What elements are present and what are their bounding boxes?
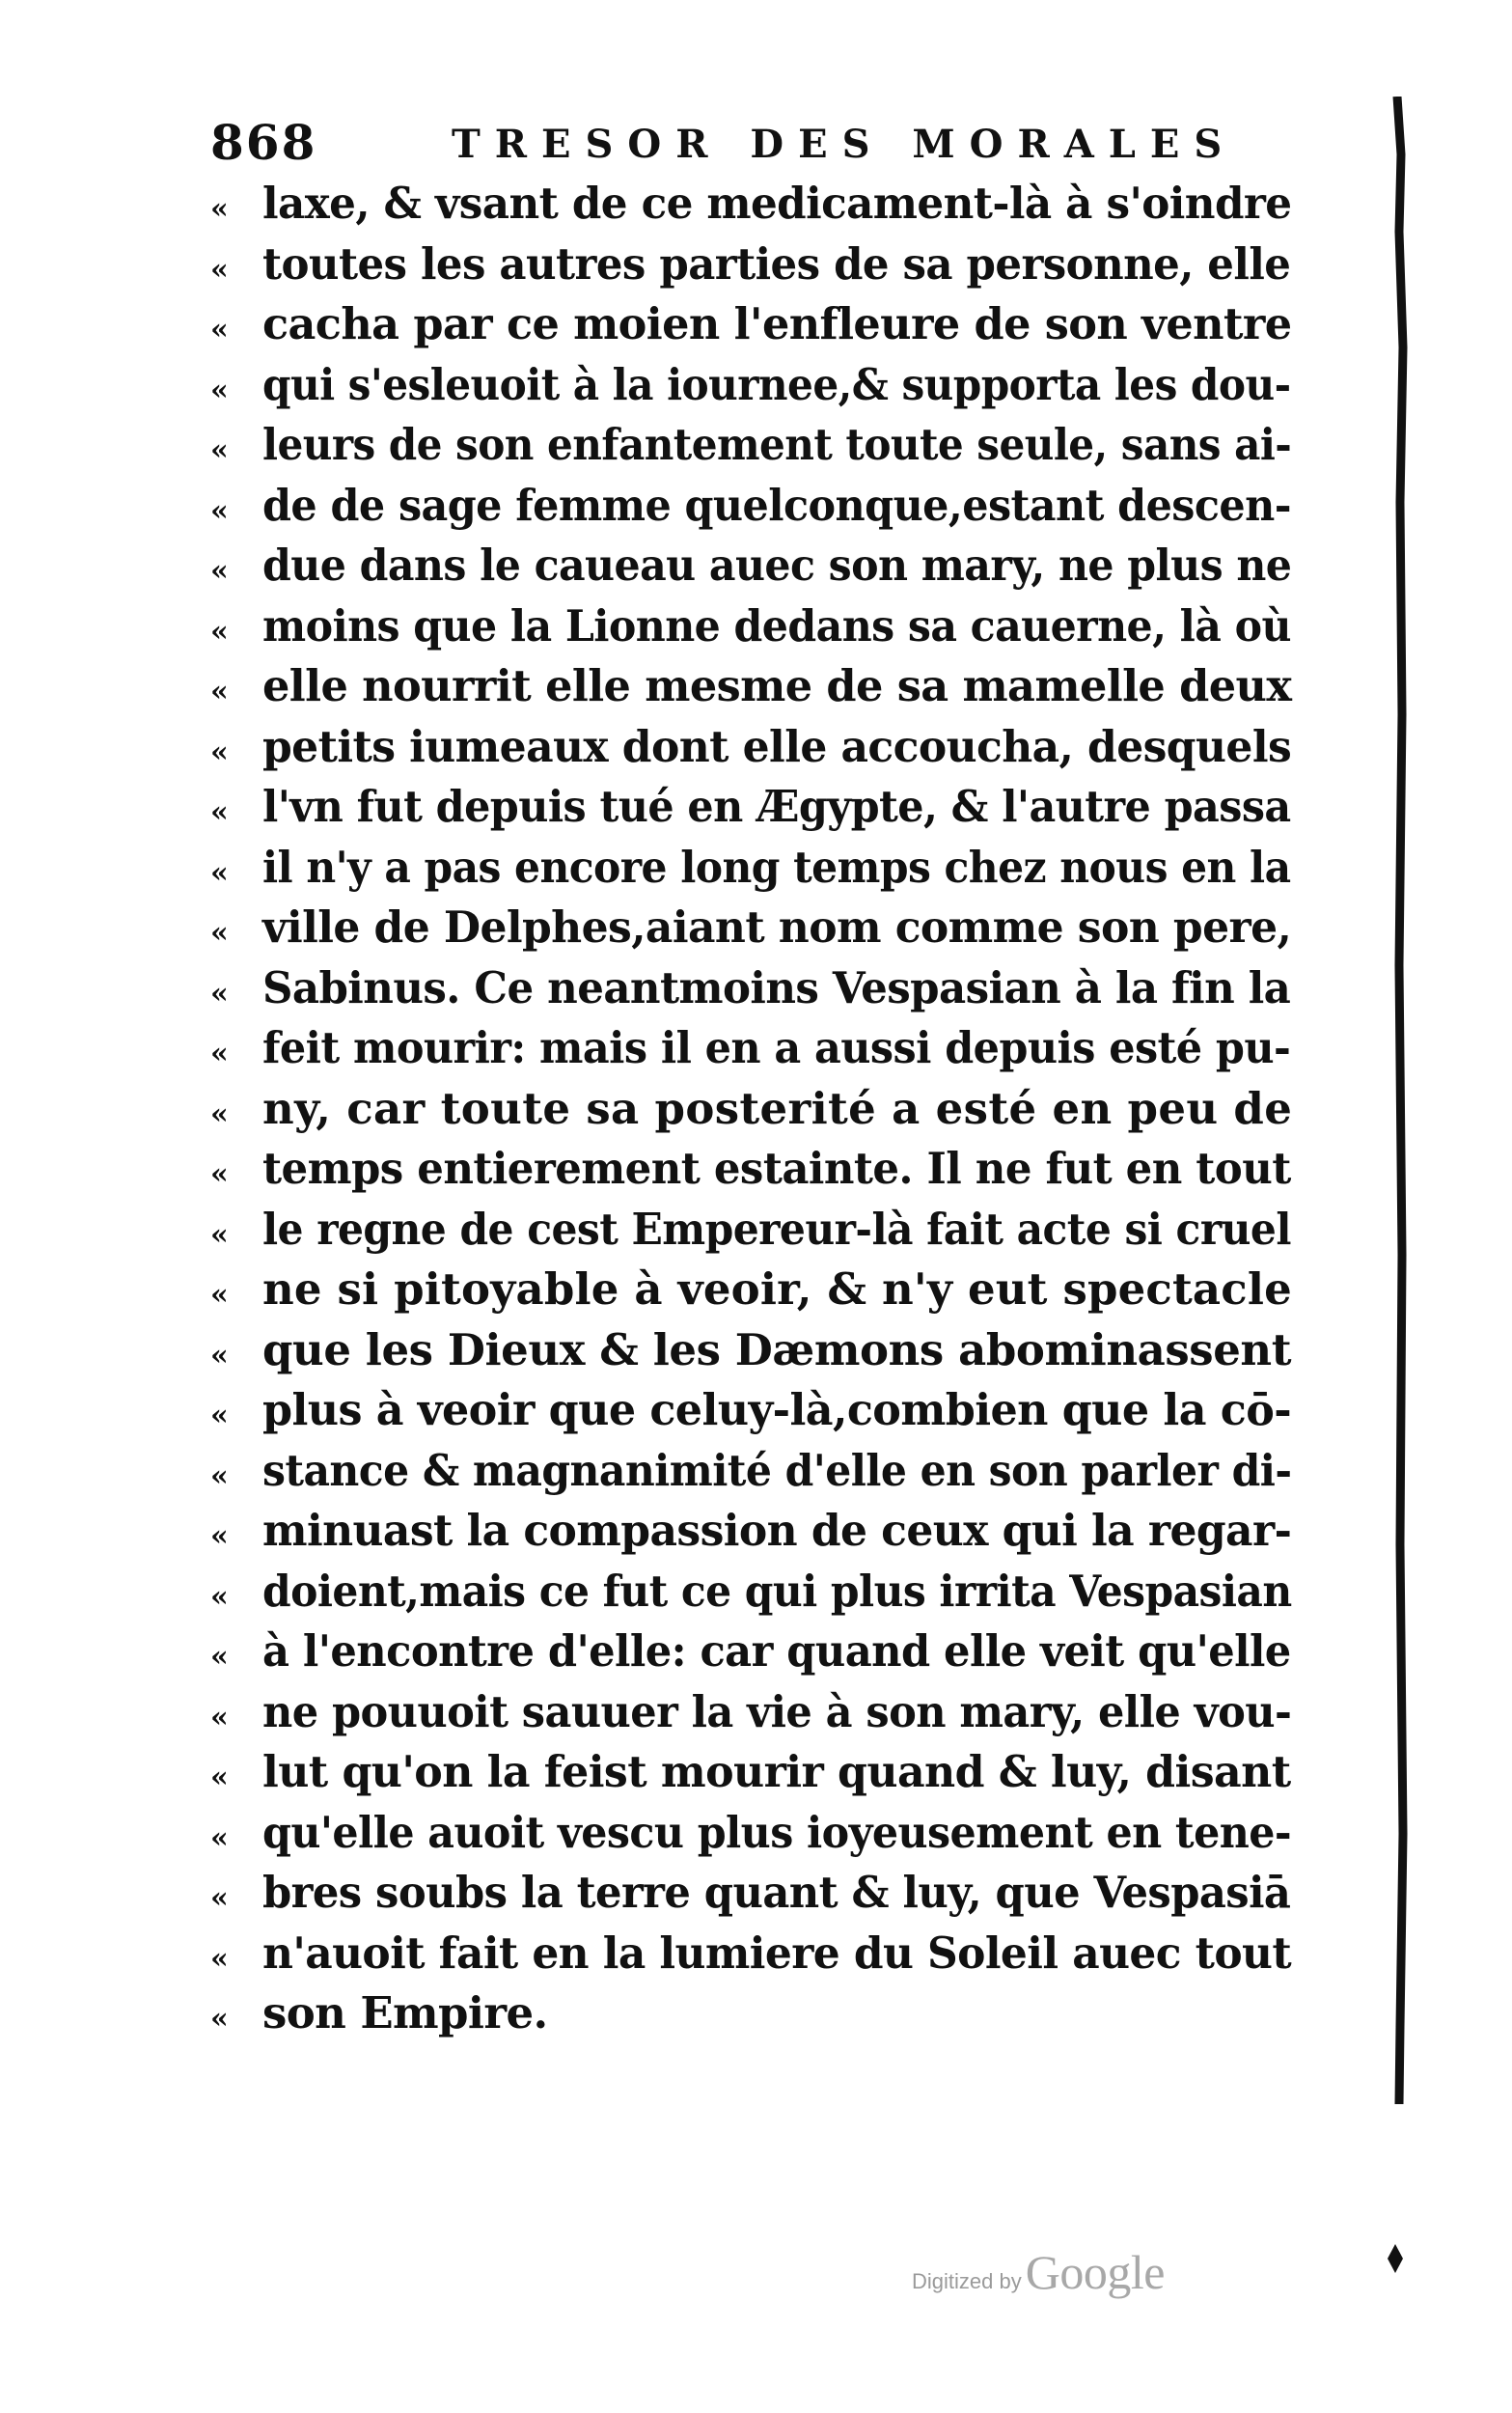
line-text: moins que la Lionne dedans sa cauerne, là où [262, 599, 1291, 652]
quotation-marker: « [210, 373, 229, 407]
text-line [210, 1380, 1291, 1441]
line-text: due dans le caueau auec son mary, ne plus ne [262, 540, 1292, 591]
line-text: que les Dieux & les Dæmons abominassent [262, 1323, 1292, 1375]
line-text: minuast la compassion de ceux qui la regar- [262, 1505, 1292, 1556]
line-text: toutes les autres parties de sa personne, elle [262, 237, 1291, 290]
line-text: il n'y a pas encore long temps chez nous en la [262, 841, 1291, 893]
line-text: leurs de son enfantement toute seule, sans ai- [262, 419, 1292, 470]
text-line [210, 536, 1291, 596]
quotation-marker: « [210, 1399, 229, 1432]
quotation-marker: « [210, 1941, 229, 1976]
quotation-marker: « [210, 976, 229, 1011]
text-line [210, 476, 1291, 537]
text-line [210, 1863, 1291, 1924]
quotation-marker: « [210, 855, 229, 890]
text-line [210, 656, 1291, 717]
text-line [210, 717, 1291, 778]
text-line [210, 958, 1291, 1019]
quotation-marker: « [210, 1519, 229, 1553]
text-line [210, 596, 1291, 657]
body-text [210, 174, 1291, 2044]
ornament-mark [1384, 2244, 1407, 2273]
line-text: feit mourir: mais il en a aussi depuis esté pu- [262, 1022, 1291, 1073]
quotation-marker: « [210, 1096, 229, 1131]
text-line [210, 1320, 1291, 1381]
quotation-marker: « [210, 614, 229, 649]
quotation-marker: « [210, 1157, 229, 1191]
quotation-marker: « [210, 1037, 229, 1070]
quotation-marker: « [210, 1579, 229, 1614]
digitized-watermark [912, 2244, 1165, 2302]
line-text: Sabinus. Ce neantmoins Vespasian à la fin la [262, 961, 1291, 1013]
line-text: laxe, & vsant de ce medicament-là à s'oindre [262, 178, 1292, 229]
quotation-marker: « [210, 1458, 229, 1493]
running-title: TRESOR DES MORALES [452, 122, 1237, 167]
text-line [210, 1200, 1291, 1261]
text-line [210, 1260, 1291, 1320]
line-text: bres soubs la terre quant & luy, que Vespasiā [262, 1867, 1291, 1918]
line-text: son Empire. [262, 1987, 548, 2039]
quotation-marker: « [210, 1217, 229, 1252]
binding-edge [1388, 97, 1411, 2104]
line-text: doient,mais ce fut ce qui plus irrita Vespasian [262, 1565, 1292, 1617]
line-text: petits iumeaux dont elle accoucha, desquels [262, 720, 1292, 772]
text-line [210, 777, 1291, 838]
quotation-marker: « [210, 252, 229, 287]
quotation-marker: « [210, 1700, 229, 1734]
line-text: ne si pitoyable à veoir, & n'y eut spectacle [262, 1263, 1292, 1315]
line-text: plus à veoir que celuy-là,combien que la cō- [262, 1384, 1292, 1435]
quotation-marker: « [210, 735, 229, 769]
quotation-marker: « [210, 433, 229, 467]
line-text: à l'encontre d'elle: car quand elle veit qu'elle [262, 1625, 1291, 1677]
quotation-marker: « [210, 2002, 229, 2036]
text-line [210, 1501, 1291, 1562]
quotation-marker: « [210, 1640, 229, 1674]
line-text: temps entierement estainte. Il ne fut en tout [262, 1143, 1291, 1194]
line-text: n'auoit fait en la lumiere du Soleil auec tout [262, 1927, 1292, 1979]
text-line [210, 1742, 1291, 1803]
quotation-marker: « [210, 554, 229, 588]
text-line [210, 235, 1291, 295]
text-line [210, 294, 1291, 355]
text-line [210, 1682, 1291, 1743]
line-text: ne pouuoit sauuer la vie à son mary, elle vou- [262, 1685, 1292, 1737]
line-text: ville de Delphes,aiant nom comme son pere, [262, 901, 1292, 953]
quotation-marker: « [210, 1761, 229, 1794]
text-line [210, 1622, 1291, 1682]
text-line [210, 174, 1291, 235]
line-text: l'vn fut depuis tué en Ægypte, & l'autre passa [262, 781, 1291, 832]
quotation-marker: « [210, 916, 229, 950]
line-text: le regne de cest Empereur-là fait acte si cruel [262, 1203, 1291, 1255]
text-line [210, 355, 1291, 416]
line-text: elle nourrit elle mesme de sa mamelle deux [262, 660, 1292, 711]
line-text: qui s'esleuoit à la iournee,& supporta les dou- [262, 358, 1291, 410]
line-text: de de sage femme quelconque,estant descen- [262, 479, 1291, 531]
quotation-marker: « [210, 1338, 229, 1373]
quotation-marker: « [210, 795, 229, 829]
quotation-marker: « [210, 1278, 229, 1312]
quotation-marker: « [210, 313, 229, 347]
watermark-prefix: Digitized by [912, 2269, 1022, 2293]
text-line [210, 1562, 1291, 1623]
text-line [210, 1441, 1291, 1502]
quotation-marker: « [210, 1820, 229, 1855]
watermark-brand: Google [1025, 2245, 1165, 2299]
text-line [210, 838, 1291, 899]
text-line [210, 898, 1291, 958]
line-text: stance & magnanimité d'elle en son parler di- [262, 1444, 1292, 1496]
text-line [210, 415, 1291, 476]
text-line [210, 1803, 1291, 1864]
page-number: 868 [210, 114, 317, 171]
quotation-marker: « [210, 493, 229, 528]
quotation-marker: « [210, 1881, 229, 1915]
text-line [210, 1983, 1291, 2044]
text-line [210, 1139, 1291, 1200]
text-line [210, 1924, 1291, 1984]
quotation-marker: « [210, 675, 229, 708]
line-text: cacha par ce moien l'enfleure de son ventre [262, 298, 1292, 349]
quotation-marker: « [210, 192, 229, 226]
page-header [210, 114, 1272, 181]
line-text: qu'elle auoit vescu plus ioyeusement en tene- [262, 1806, 1292, 1858]
line-text: ny, car toute sa posterité a esté en peu de [262, 1082, 1293, 1134]
text-line [210, 1079, 1291, 1140]
line-text: lut qu'on la feist mourir quand & luy, disant [262, 1746, 1291, 1797]
text-line [210, 1018, 1291, 1079]
